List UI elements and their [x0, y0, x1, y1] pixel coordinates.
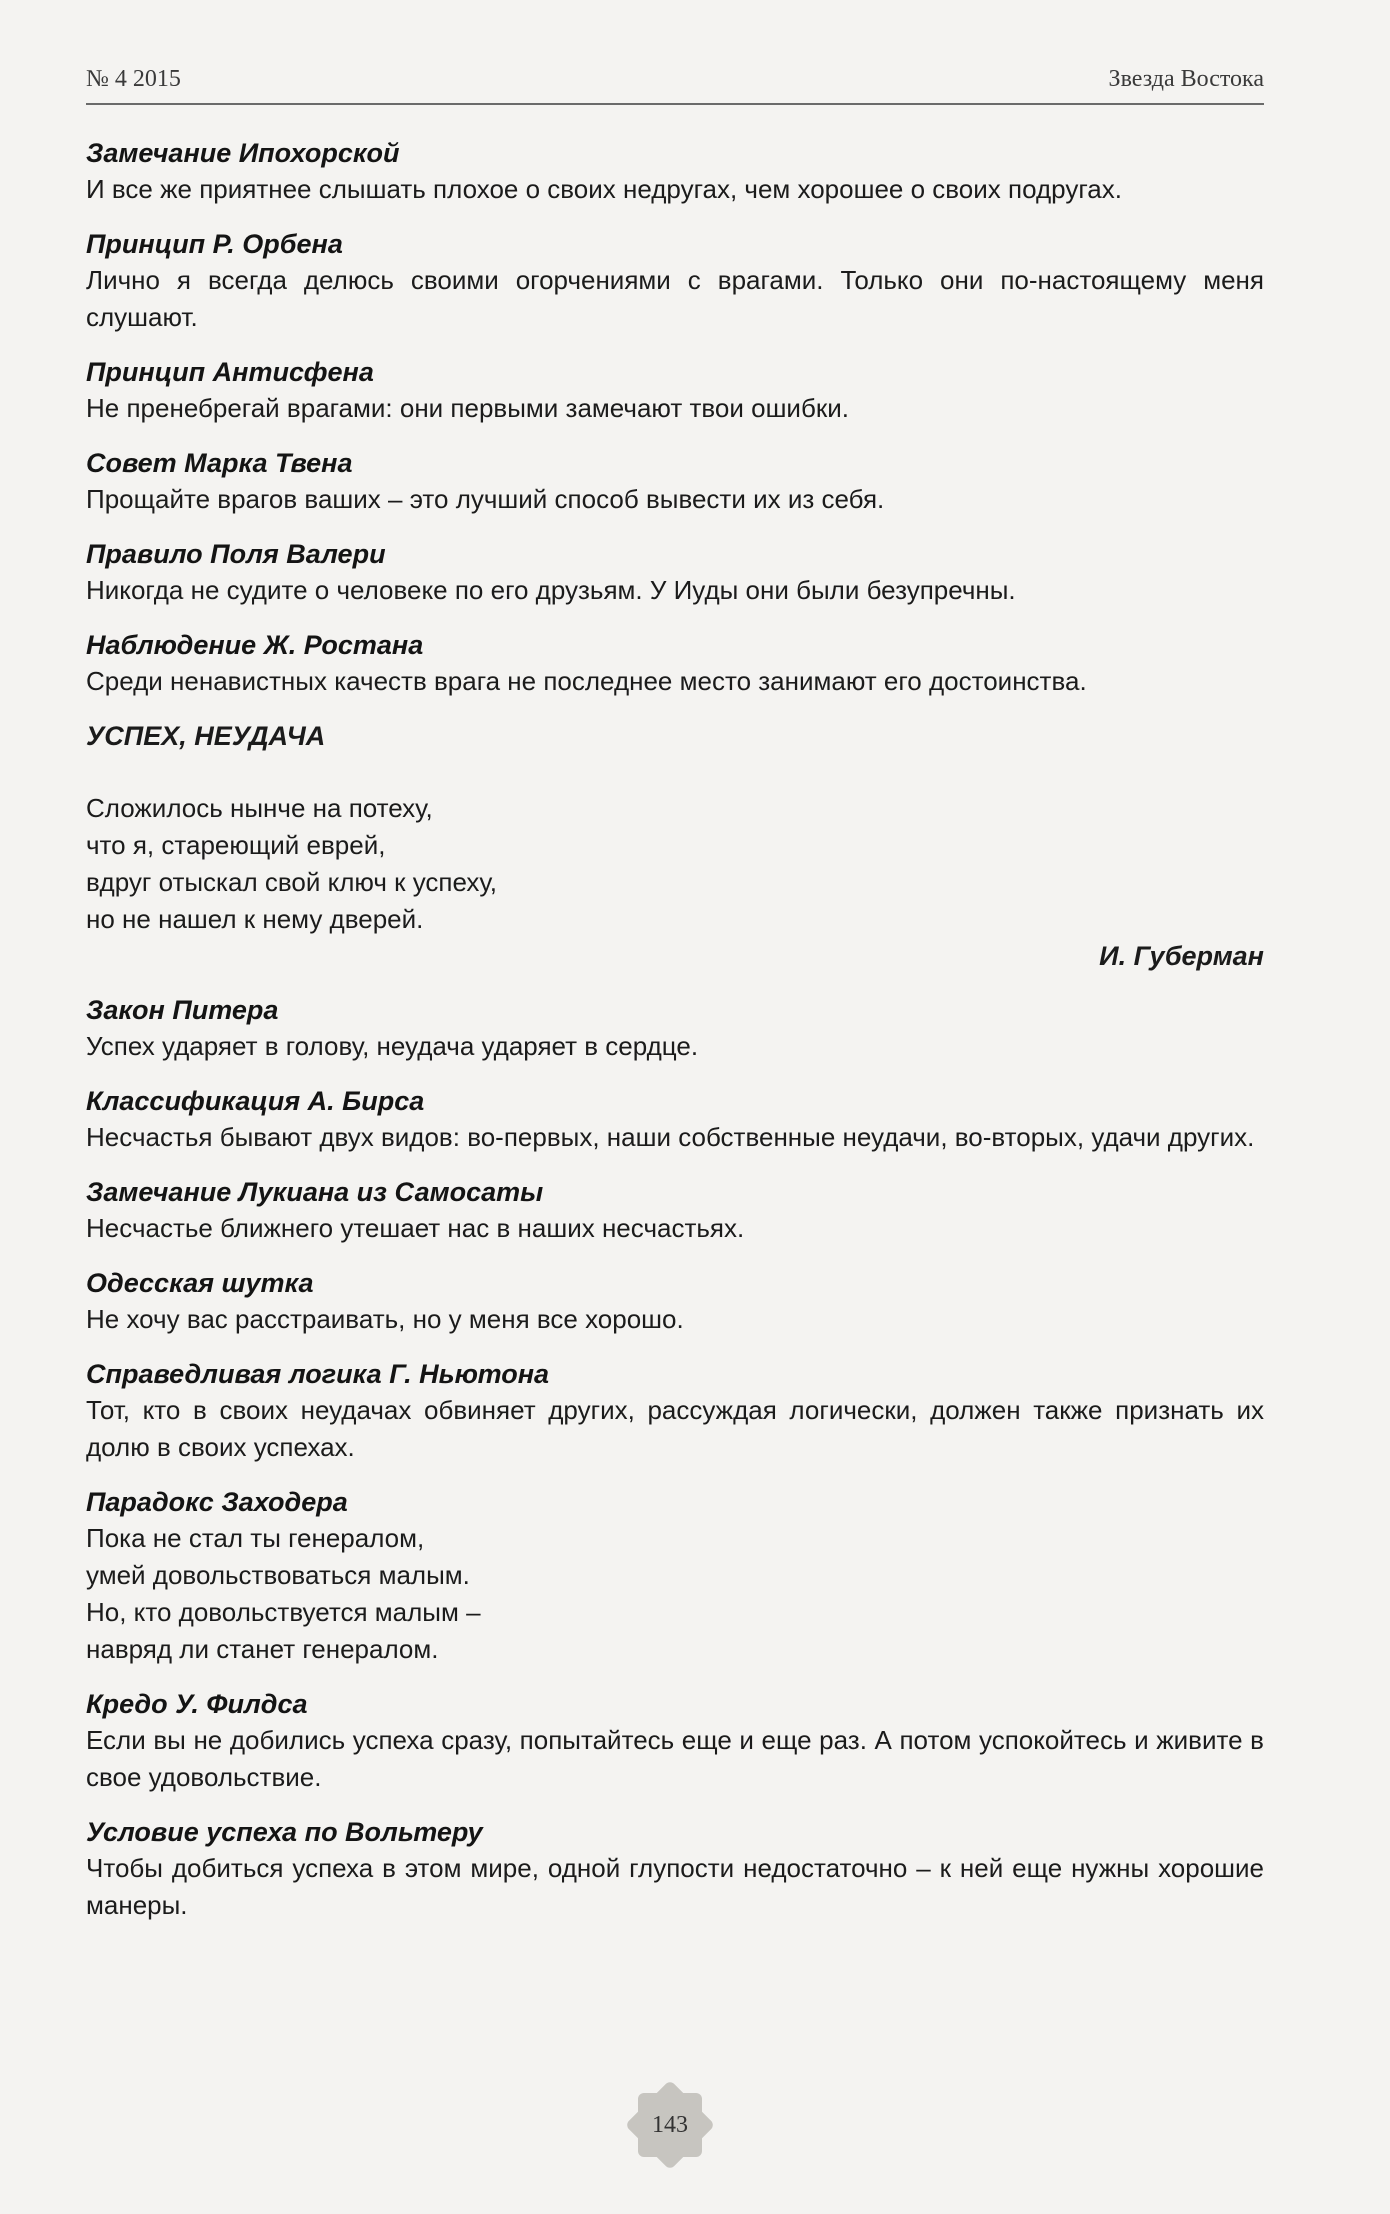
quote-title: Совет Марка Твена [86, 448, 353, 478]
quote-text: И все же приятнее слышать плохое о своих недругах, чем хорошее о своих подругах. [86, 174, 1122, 204]
poem-line: вдруг отыскал свой ключ к успеху, [86, 867, 498, 897]
quote-title: Одесская шутка [86, 1268, 314, 1298]
quote-entry [86, 1814, 1264, 1924]
page-content [86, 135, 1264, 1924]
poem-line: Сложилось нынче на потеху, [86, 793, 433, 823]
quote-title: Замечание Ипохорской [86, 138, 400, 168]
quote-title: Правило Поля Валери [86, 539, 386, 569]
quote-text: Тот, кто в своих неудачах обвиняет других, рассуждая логически, должен также признать их долю в своих успехах. [86, 1395, 1264, 1462]
quote-title: Закон Питера [86, 995, 279, 1025]
quote-entry [86, 354, 1264, 427]
quote-text: Несчастья бывают двух видов: во-первых, наши собственные неудачи, во-вторых, удачи других. [86, 1122, 1255, 1152]
zakhoder-paradox [86, 1484, 1264, 1668]
quote-title: Наблюдение Ж. Ростана [86, 630, 424, 660]
quote-entry [86, 992, 1264, 1065]
quote-entry [86, 1686, 1264, 1796]
journal-title: Звезда Востока [1108, 66, 1264, 92]
quote-text: Среди ненавистных качеств врага не последнее место занимают его достоинства. [86, 666, 1087, 696]
quote-text: Успех ударяет в голову, неудача ударяет в сердце. [86, 1031, 699, 1061]
quote-title: Принцип Р. Орбена [86, 229, 343, 259]
quote-text: Никогда не судите о человеке по его друзьям. У Иуды они были безупречны. [86, 575, 1016, 605]
quote-text: Прощайте врагов ваших – это лучший способ вывести их из себя. [86, 484, 885, 514]
quote-entry [86, 226, 1264, 336]
page [86, 66, 1264, 1942]
quote-title: Кредо У. Филдса [86, 1689, 308, 1719]
poem-line: но не нашел к нему дверей. [86, 904, 424, 934]
quote-entry [86, 627, 1264, 700]
poem [86, 790, 1264, 974]
quote-entry [86, 1265, 1264, 1338]
quote-title: Справедливая логика Г. Ньютона [86, 1359, 550, 1389]
quote-entry [86, 1083, 1264, 1156]
quote-text: Лично я всегда делюсь своими огорчениями с врагами. Только они по-настоящему меня слушают. [86, 265, 1264, 332]
quote-title: Парадокс Заходера [86, 1487, 348, 1517]
page-header [86, 66, 1264, 105]
section-title: УСПЕХ, НЕУДАЧА [86, 721, 326, 751]
quote-text: Несчастье ближнего утешает нас в наших несчастьях. [86, 1213, 745, 1243]
poem-author: И. Губерман [1099, 941, 1264, 971]
page-number [638, 2093, 702, 2157]
quote-title: Классификация А. Бирса [86, 1086, 425, 1116]
quote-title: Принцип Антисфена [86, 357, 374, 387]
quote-text: Не хочу вас расстраивать, но у меня все хорошо. [86, 1304, 684, 1334]
quote-entry [86, 536, 1264, 609]
quote-title: Замечание Лукиана из Самосаты [86, 1177, 544, 1207]
issue-label: № 4 2015 [86, 66, 181, 92]
quote-entry [86, 1174, 1264, 1247]
quote-title: Условие успеха по Вольтеру [86, 1817, 483, 1847]
verse-line: Но, кто довольствуется малым – [86, 1597, 481, 1627]
quote-entry [86, 1356, 1264, 1466]
quote-text: Если вы не добились успеха сразу, попытайтесь еще и еще раз. А потом успокойтесь и живите в свое удовольствие. [86, 1725, 1264, 1792]
quote-entry [86, 445, 1264, 518]
page-number-label: 143 [652, 2111, 688, 2138]
quote-text: Не пренебрегай врагами: они первыми замечают твои ошибки. [86, 393, 849, 423]
quote-text: Чтобы добиться успеха в этом мире, одной глупости недостаточно – к ней еще нужны хорошие манеры. [86, 1853, 1264, 1920]
verse-line: Пока не стал ты генералом, [86, 1523, 425, 1553]
verse-line: навряд ли станет генералом. [86, 1634, 439, 1664]
poem-line: что я, стареющий еврей, [86, 830, 386, 860]
verse-line: умей довольствоваться малым. [86, 1560, 470, 1590]
quote-entry [86, 135, 1264, 208]
